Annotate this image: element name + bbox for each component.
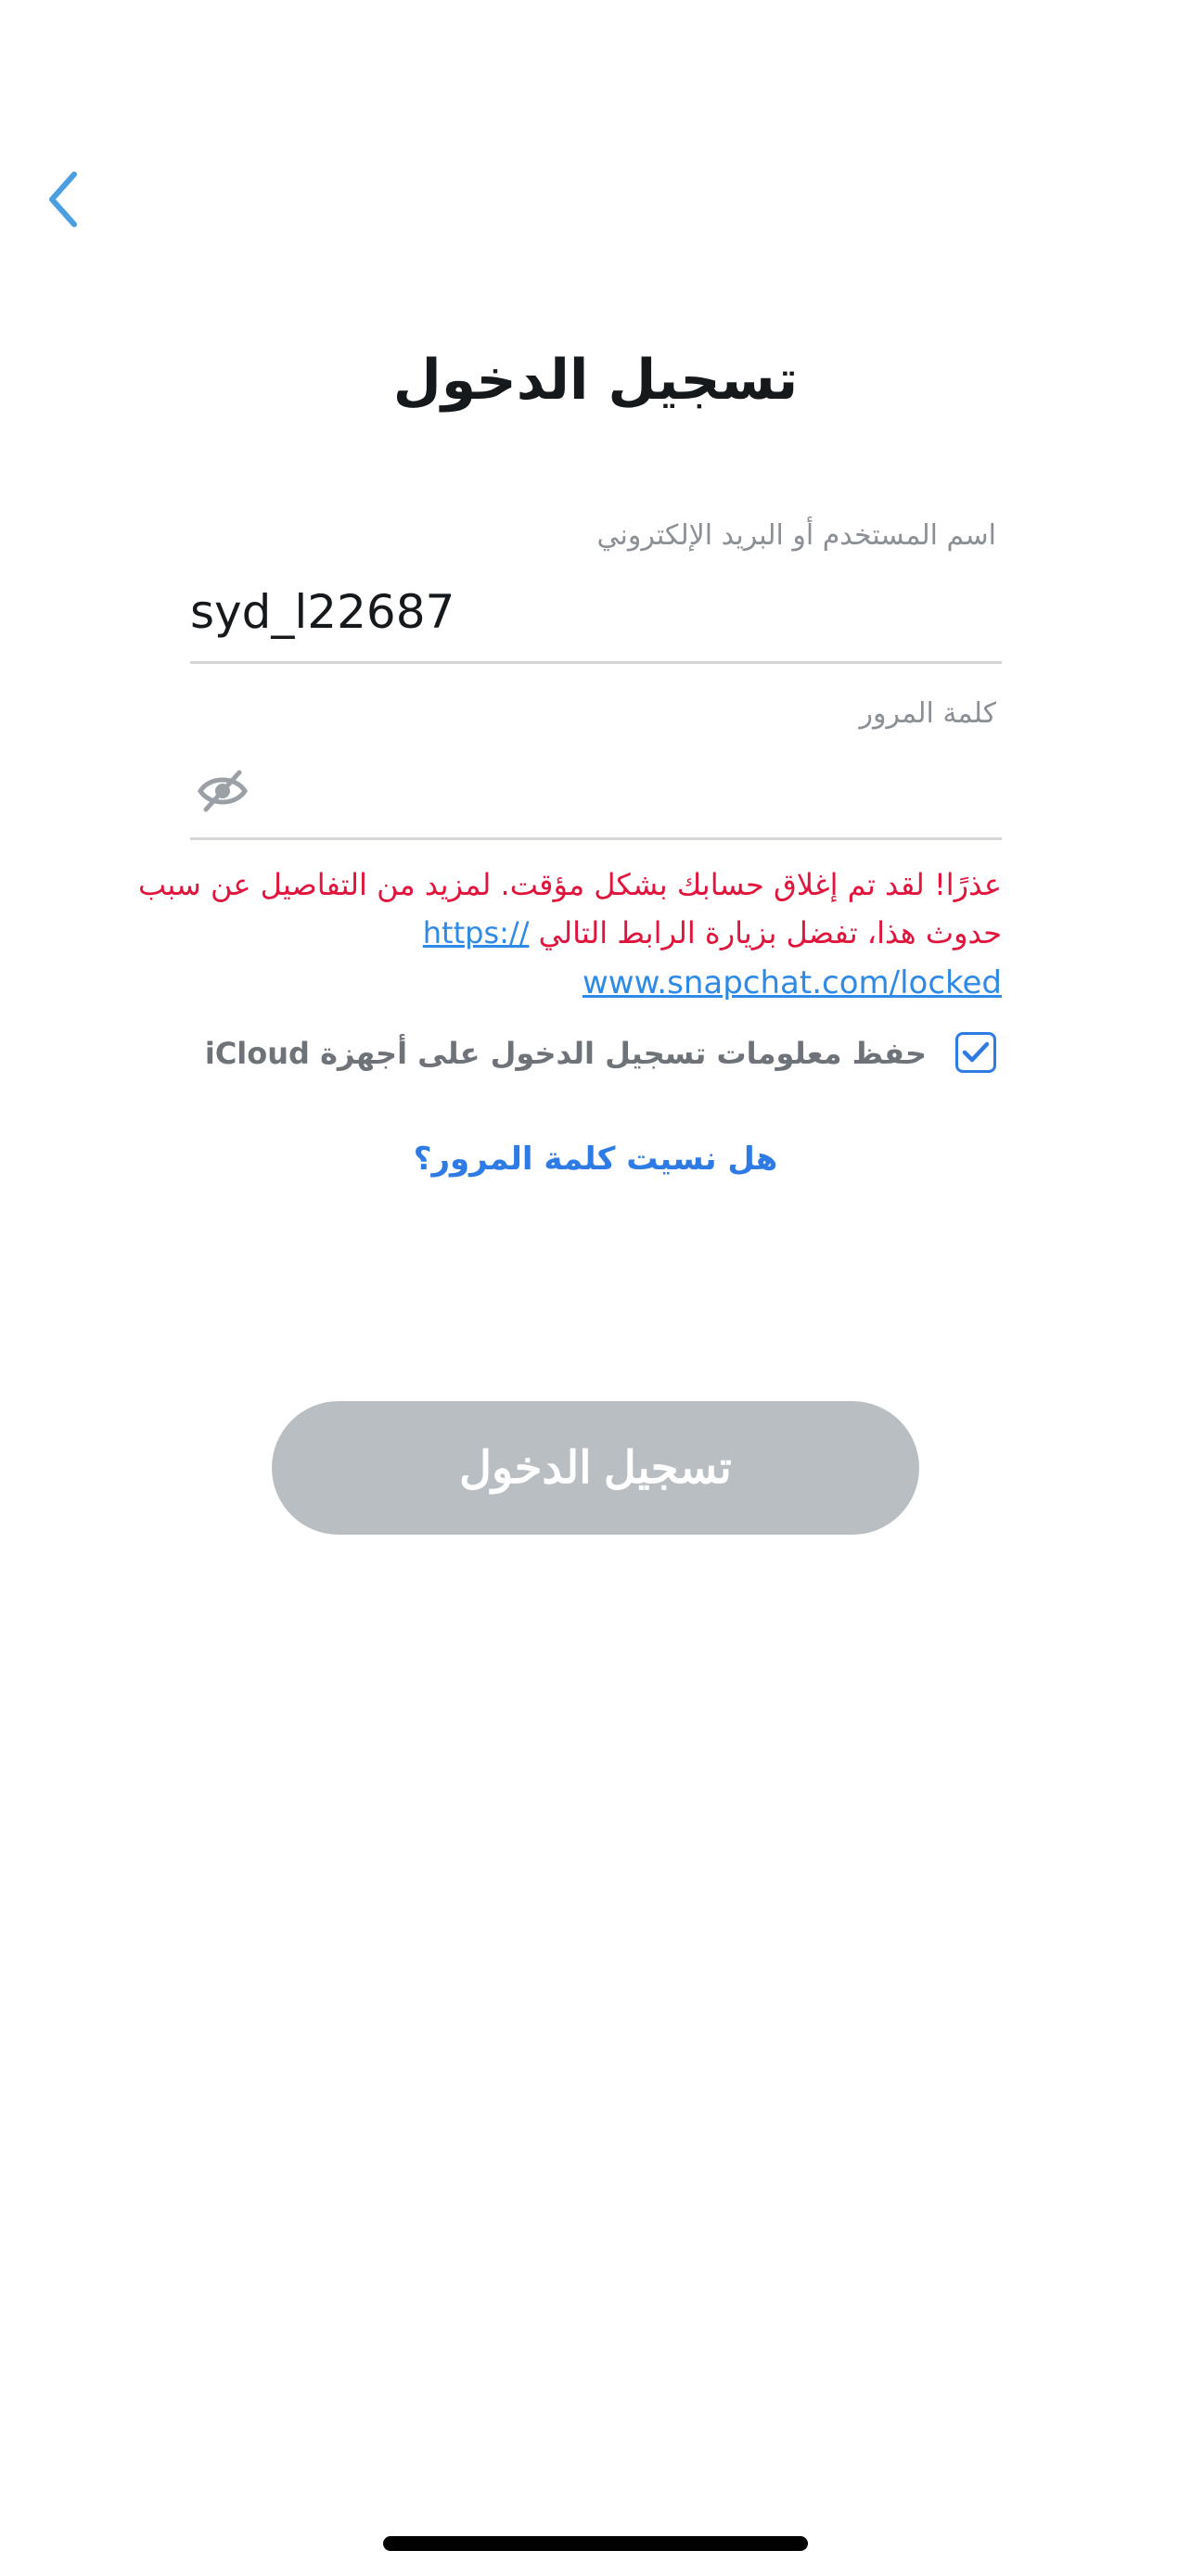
remember-label: حفظ معلومات تسجيل الدخول على أجهزة iCloud [204, 1036, 927, 1071]
username-underline [190, 661, 1002, 664]
error-line-2 [190, 909, 1002, 957]
toggle-password-visibility[interactable] [195, 759, 250, 823]
home-indicator[interactable] [383, 2536, 808, 2551]
login-button[interactable]: تسجيل الدخول [272, 1401, 919, 1535]
locked-link[interactable]: www.snapchat.com/locked [583, 964, 1002, 1001]
locked-link-part1[interactable]: https:// [422, 915, 530, 950]
checkmark-icon [962, 1040, 990, 1065]
error-line-1: عذرًا! لقد تم إغلاق حسابك بشكل مؤقت. لمزيد من التفاصيل عن سبب [137, 867, 1002, 902]
eye-slash-icon [197, 768, 249, 814]
back-button[interactable] [33, 162, 93, 236]
password-underline [190, 837, 1002, 840]
page-title: تسجيل الدخول [392, 348, 799, 413]
password-field[interactable] [269, 756, 1005, 832]
error-line-2-text: حدوث هذا، تفضل بزيارة الرابط التالي [538, 915, 1002, 950]
username-field[interactable]: syd_l22687 [190, 585, 455, 639]
password-label: كلمة المرور [859, 697, 996, 730]
forgot-password-link[interactable]: هل نسيت كلمة المرور؟ [413, 1141, 778, 1178]
remember-checkbox[interactable] [955, 1032, 996, 1073]
error-message [137, 861, 1002, 957]
username-label: اسم المستخدم أو البريد الإلكتروني [596, 519, 996, 552]
chevron-left-icon [45, 169, 82, 230]
